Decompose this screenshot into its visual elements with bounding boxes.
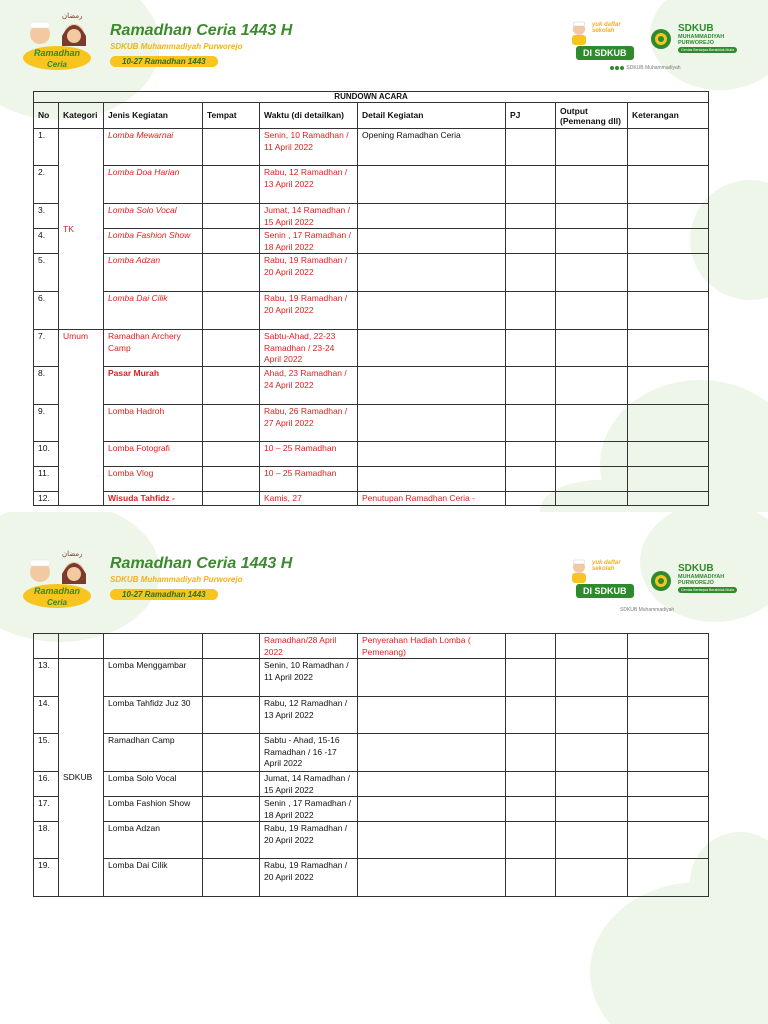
cell-kegiatan: Lomba Tahfidz Juz 30 — [104, 697, 203, 734]
cell-no: 15. — [34, 734, 59, 772]
col-header-output: Output (Pemenang dll) — [556, 103, 628, 129]
cell-keterangan — [628, 129, 709, 166]
cell-waktu: Ahad, 23 Ramadhan / 24 April 2022 — [260, 367, 358, 405]
cell-kegiatan: Lomba Adzan — [104, 822, 203, 859]
document-page-2 — [0, 512, 768, 1024]
cell-kegiatan: Ramadhan Camp — [104, 734, 203, 772]
cell-pj — [506, 442, 556, 467]
cell-kegiatan: Lomba Dai Cilik — [104, 292, 203, 330]
cell-output — [556, 229, 628, 254]
logo-arabic: رمضان — [62, 550, 83, 558]
title-block — [110, 22, 292, 69]
cell-kategori — [59, 634, 104, 659]
title-block — [110, 555, 292, 602]
footer-mark — [620, 607, 674, 613]
cell-output — [556, 166, 628, 204]
cell-pj — [506, 859, 556, 897]
cell-output — [556, 367, 628, 405]
cell-kategori: Umum — [59, 330, 104, 506]
cell-kategori: SDKUB — [59, 659, 104, 897]
table-row — [34, 254, 709, 292]
cell-waktu: Senin, 10 Ramadhan / 11 April 2022 — [260, 659, 358, 697]
cell-keterangan — [628, 697, 709, 734]
cell-no: 9. — [34, 405, 59, 442]
cell-detail — [358, 859, 506, 897]
rundown-table-continued — [33, 633, 709, 897]
cell-pj — [506, 822, 556, 859]
cell-keterangan — [628, 204, 709, 229]
cell-waktu: 10 – 25 Ramadhan — [260, 467, 358, 492]
cell-pj — [506, 734, 556, 772]
cell-pj — [506, 129, 556, 166]
cell-detail: Opening Ramadhan Ceria — [358, 129, 506, 166]
school-motto: Cerdas Bertaqwa Berakhlak Mulia — [678, 587, 737, 593]
cell-kegiatan: Lomba Hadroh — [104, 405, 203, 442]
cell-tempat — [203, 166, 260, 204]
cell-keterangan — [628, 166, 709, 204]
cell-kegiatan: Pasar Murah — [104, 367, 203, 405]
school-name: SDKUB — [678, 563, 714, 574]
cell-no: 17. — [34, 797, 59, 822]
cell-waktu: Rabu, 19 Ramadhan / 20 April 2022 — [260, 254, 358, 292]
cell-output — [556, 442, 628, 467]
cell-output — [556, 330, 628, 367]
cell-no: 7. — [34, 330, 59, 367]
cell-detail — [358, 254, 506, 292]
cell-pj — [506, 166, 556, 204]
col-header-detail: Detail Kegiatan — [358, 103, 506, 129]
cell-waktu: Sabtu-Ahad, 22-23 Ramadhan / 23-24 April 2022 — [260, 330, 358, 367]
cell-pj — [506, 292, 556, 330]
col-header-tempat: Tempat — [203, 103, 260, 129]
promo-badge — [566, 20, 644, 66]
muhammadiyah-logo-icon — [650, 570, 672, 592]
cell-no: 14. — [34, 697, 59, 734]
cell-keterangan — [628, 634, 709, 659]
col-header-waktu: Waktu (di detailkan) — [260, 103, 358, 129]
cell-kegiatan — [104, 634, 203, 659]
cell-kegiatan: Lomba Fashion Show — [104, 229, 203, 254]
table-row — [34, 292, 709, 330]
page-header — [0, 0, 768, 80]
cell-waktu: Senin , 17 Ramadhan / 18 April 2022 — [260, 229, 358, 254]
cell-pj — [506, 659, 556, 697]
cell-kegiatan: Wisuda Tahfidz - — [104, 492, 203, 506]
cell-kegiatan: Lomba Mewarnai — [104, 129, 203, 166]
cell-tempat — [203, 129, 260, 166]
cell-keterangan — [628, 292, 709, 330]
cell-tempat — [203, 772, 260, 797]
promo-badge — [566, 558, 644, 604]
cell-keterangan — [628, 772, 709, 797]
cell-keterangan — [628, 822, 709, 859]
col-header-kategori: Kategori — [59, 103, 104, 129]
cell-detail: Penyerahan Hadiah Lomba ( Pemenang) — [358, 634, 506, 659]
cell-waktu: Sabtu - Ahad, 15-16 Ramadhan / 16 -17 April 2022 — [260, 734, 358, 772]
student-illustration-icon — [566, 20, 592, 46]
date-range-badge: 10-27 Ramadhan 1443 — [110, 589, 218, 600]
col-header-keterangan: Keterangan — [628, 103, 709, 129]
cell-tempat — [203, 367, 260, 405]
col-header-pj: PJ — [506, 103, 556, 129]
cell-kegiatan: Lomba Solo Vocal — [104, 772, 203, 797]
cell-detail — [358, 229, 506, 254]
cell-kegiatan: Lomba Fotografi — [104, 442, 203, 467]
cell-detail — [358, 822, 506, 859]
cell-tempat — [203, 292, 260, 330]
ramadhan-ceria-logo — [18, 10, 96, 72]
logo-arabic: رمضان — [62, 12, 83, 20]
cell-output — [556, 772, 628, 797]
cell-kegiatan: Lomba Doa Harian — [104, 166, 203, 204]
cell-keterangan — [628, 330, 709, 367]
cell-kegiatan: Lomba Solo Vocal — [104, 204, 203, 229]
cell-waktu: Jumat, 14 Ramadhan / 15 April 2022 — [260, 772, 358, 797]
cell-detail — [358, 204, 506, 229]
table-row — [34, 442, 709, 467]
cell-pj — [506, 467, 556, 492]
cell-waktu: Senin , 17 Ramadhan / 18 April 2022 — [260, 797, 358, 822]
school-name: SDKUB — [678, 23, 714, 34]
cell-no: 6. — [34, 292, 59, 330]
promo-button: DI SDKUB — [576, 584, 634, 598]
ramadhan-ceria-logo — [18, 548, 96, 610]
col-header-no: No — [34, 103, 59, 129]
cell-keterangan — [628, 659, 709, 697]
cell-pj — [506, 330, 556, 367]
school-sub2: PURWOREJO — [678, 580, 714, 586]
cell-tempat — [203, 254, 260, 292]
cell-tempat — [203, 797, 260, 822]
cell-no: 11. — [34, 467, 59, 492]
cell-output — [556, 822, 628, 859]
cell-pj — [506, 405, 556, 442]
cell-tempat — [203, 634, 260, 659]
footer-mark-text: SDKUB Muhammadiyah — [626, 65, 681, 71]
cell-waktu: 10 – 25 Ramadhan — [260, 442, 358, 467]
table-row — [34, 405, 709, 442]
cell-no — [34, 634, 59, 659]
cell-tempat — [203, 204, 260, 229]
table-row-continued — [34, 634, 709, 659]
cell-output — [556, 292, 628, 330]
cell-output — [556, 129, 628, 166]
table-row — [34, 330, 709, 367]
cell-keterangan — [628, 797, 709, 822]
table-row — [34, 129, 709, 166]
cell-no: 18. — [34, 822, 59, 859]
cell-no: 4. — [34, 229, 59, 254]
cell-keterangan — [628, 442, 709, 467]
cell-waktu: Rabu, 26 Ramadhan / 27 April 2022 — [260, 405, 358, 442]
cell-waktu: Rabu, 19 Ramadhan / 20 April 2022 — [260, 292, 358, 330]
cell-no: 12. — [34, 492, 59, 506]
cell-detail — [358, 330, 506, 367]
cell-tempat — [203, 859, 260, 897]
cell-no: 13. — [34, 659, 59, 697]
table-row — [34, 166, 709, 204]
logo-word2: Ceria — [46, 598, 68, 607]
date-range-badge: 10-27 Ramadhan 1443 — [110, 56, 218, 67]
cell-detail — [358, 367, 506, 405]
cell-pj — [506, 492, 556, 506]
cell-tempat — [203, 822, 260, 859]
school-sub1: MUHAMMADIYAH — [678, 34, 725, 40]
cell-waktu: Rabu, 12 Ramadhan / 13 April 2022 — [260, 166, 358, 204]
cell-tempat — [203, 330, 260, 367]
cell-waktu: Ramadhan/28 April 2022 — [260, 634, 358, 659]
cell-tempat — [203, 734, 260, 772]
cell-output — [556, 405, 628, 442]
cell-waktu: Rabu, 19 Ramadhan / 20 April 2022 — [260, 822, 358, 859]
table-row — [34, 797, 709, 822]
cell-waktu: Rabu, 19 Ramadhan / 20 April 2022 — [260, 859, 358, 897]
cell-kegiatan: Lomba Fashion Show — [104, 797, 203, 822]
cell-kegiatan: Lomba Vlog — [104, 467, 203, 492]
cell-output — [556, 697, 628, 734]
cell-keterangan — [628, 254, 709, 292]
promo-line2: sekolah — [592, 566, 615, 572]
cell-keterangan — [628, 859, 709, 897]
cell-kegiatan: Lomba Dai Cilik — [104, 859, 203, 897]
table-row — [34, 367, 709, 405]
cell-output — [556, 492, 628, 506]
school-name-block — [678, 563, 737, 593]
event-title: Ramadhan Ceria 1443 H — [110, 555, 293, 572]
cell-detail: Penutupan Ramadhan Ceria - — [358, 492, 506, 506]
cell-no: 8. — [34, 367, 59, 405]
cell-detail — [358, 405, 506, 442]
cell-keterangan — [628, 492, 709, 506]
cell-keterangan — [628, 734, 709, 772]
logo-word1: Ramadhan — [33, 586, 81, 596]
student-illustration-icon — [566, 558, 592, 584]
event-subtitle: SDKUB Muhammadiyah Purworejo — [110, 42, 243, 51]
cell-keterangan — [628, 405, 709, 442]
cell-tempat — [203, 659, 260, 697]
school-motto: Cerdas Bertaqwa Berakhlak Mulia — [678, 47, 737, 53]
cell-pj — [506, 634, 556, 659]
cell-no: 1. — [34, 129, 59, 166]
cell-output — [556, 797, 628, 822]
footer-mark-text: SDKUB Muhammadiyah — [620, 607, 675, 613]
school-name-block — [678, 23, 737, 53]
cell-no: 16. — [34, 772, 59, 797]
cell-pj — [506, 229, 556, 254]
cell-tempat — [203, 405, 260, 442]
cell-no: 5. — [34, 254, 59, 292]
table-row — [34, 229, 709, 254]
col-header-kegiatan: Jenis Kegiatan — [104, 103, 203, 129]
cell-kategori: TK — [59, 129, 104, 330]
table-row — [34, 859, 709, 897]
table-row — [34, 467, 709, 492]
cell-waktu: Jumat, 14 Ramadhan / 15 April 2022 — [260, 204, 358, 229]
cell-output — [556, 859, 628, 897]
cell-detail — [358, 659, 506, 697]
cell-detail — [358, 292, 506, 330]
cell-tempat — [203, 467, 260, 492]
cell-output — [556, 659, 628, 697]
cell-detail — [358, 772, 506, 797]
rundown-table — [33, 91, 709, 506]
cell-keterangan — [628, 467, 709, 492]
table-caption: RUNDOWN ACARA — [34, 92, 709, 103]
school-sub1: MUHAMMADIYAH — [678, 574, 725, 580]
cell-no: 3. — [34, 204, 59, 229]
promo-button: DI SDKUB — [576, 46, 634, 60]
logo-word2: Ceria — [46, 60, 68, 69]
logo-word1: Ramadhan — [33, 48, 81, 58]
cell-detail — [358, 697, 506, 734]
event-title: Ramadhan Ceria 1443 H — [110, 22, 293, 39]
cell-detail — [358, 166, 506, 204]
cell-waktu: Senin, 10 Ramadhan / 11 April 2022 — [260, 129, 358, 166]
table-row — [34, 492, 709, 506]
promo-line1: yuk daftar — [592, 560, 621, 566]
cell-pj — [506, 697, 556, 734]
cell-no: 2. — [34, 166, 59, 204]
table-row — [34, 697, 709, 734]
cell-output — [556, 734, 628, 772]
cell-output — [556, 204, 628, 229]
page-header — [0, 538, 768, 618]
muhammadiyah-logo-icon — [650, 28, 672, 50]
cell-pj — [506, 254, 556, 292]
cell-pj — [506, 772, 556, 797]
footer-mark — [610, 65, 681, 71]
cell-detail — [358, 797, 506, 822]
cell-keterangan — [628, 367, 709, 405]
cell-pj — [506, 797, 556, 822]
cell-pj — [506, 367, 556, 405]
cell-tempat — [203, 492, 260, 506]
cell-output — [556, 634, 628, 659]
table-row — [34, 822, 709, 859]
table-row — [34, 659, 709, 697]
cell-tempat — [203, 697, 260, 734]
cell-kegiatan: Ramadhan Archery Camp — [104, 330, 203, 367]
cell-waktu: Rabu, 12 Ramadhan / 13 April 2022 — [260, 697, 358, 734]
cell-no: 19. — [34, 859, 59, 897]
cell-detail — [358, 467, 506, 492]
cell-waktu: Kamis, 27 — [260, 492, 358, 506]
cell-tempat — [203, 442, 260, 467]
cell-output — [556, 254, 628, 292]
school-sub2: PURWOREJO — [678, 40, 714, 46]
cell-no: 10. — [34, 442, 59, 467]
promo-line2: sekolah — [592, 28, 615, 34]
table-header-row — [34, 103, 709, 129]
cell-detail — [358, 734, 506, 772]
table-row — [34, 734, 709, 772]
cell-keterangan — [628, 229, 709, 254]
cell-kegiatan: Lomba Adzan — [104, 254, 203, 292]
cell-pj — [506, 204, 556, 229]
event-subtitle: SDKUB Muhammadiyah Purworejo — [110, 575, 243, 584]
table-row — [34, 204, 709, 229]
cell-output — [556, 467, 628, 492]
promo-line1: yuk daftar — [592, 22, 621, 28]
cell-kegiatan: Lomba Menggambar — [104, 659, 203, 697]
cell-detail — [358, 442, 506, 467]
table-row — [34, 772, 709, 797]
cell-tempat — [203, 229, 260, 254]
